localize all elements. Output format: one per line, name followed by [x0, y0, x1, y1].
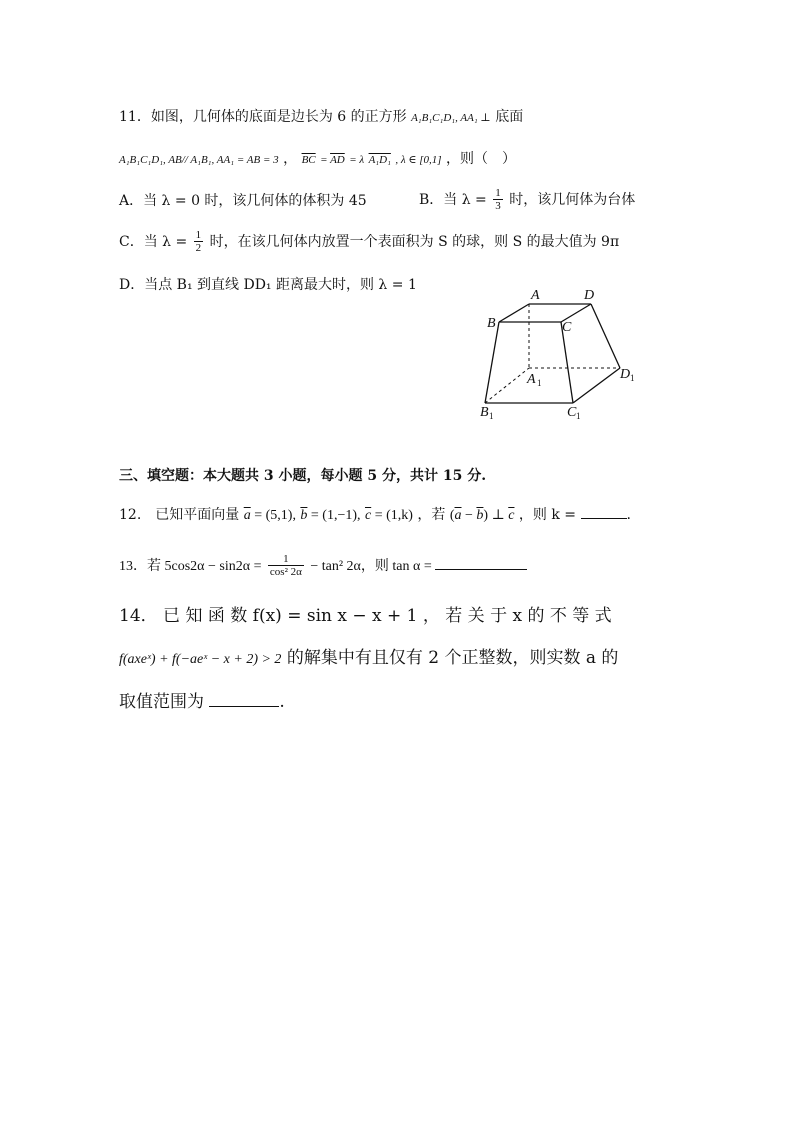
q11-line-1: [119, 107, 523, 128]
q14-answer-blank[interactable]: [209, 692, 279, 707]
q12-cond-vector-a: $\overline{a}$: [454, 508, 462, 523]
label-b: B: [487, 316, 496, 331]
label-c1-sub: 1: [576, 411, 581, 421]
section-heading-text: 三、填空题：本大题共 3 小题，每小题 5 分，共计 15 分.: [119, 468, 487, 484]
label-c1: C: [567, 405, 577, 420]
q11-stem-suffix: 底面: [495, 109, 524, 125]
q12-vector-b-value: = (1,−1),: [307, 508, 361, 523]
q11-equals-2: = λ: [349, 154, 365, 166]
vector-a1d1: A₁D₁: [368, 154, 391, 166]
label-a: A: [531, 288, 540, 303]
q13-answer-blank[interactable]: [435, 555, 527, 570]
q12-vector-c-value: = (1,k): [371, 508, 413, 523]
label-a1-sub: 1: [537, 378, 542, 388]
q12-suffix: ，则 k =: [518, 507, 581, 523]
q14-condition: 的解集中有且仅有 2 个正整数，则实数 a 的: [286, 648, 619, 668]
label-a1: A: [527, 372, 536, 387]
option-b-numerator: 1: [495, 187, 501, 199]
vector-c: $\overline{c}$: [364, 508, 372, 523]
q11-option-c: [119, 228, 619, 256]
q12-answer-blank[interactable]: [581, 504, 627, 519]
q13-line: [119, 545, 527, 588]
q12-line: [119, 504, 631, 527]
option-b-fraction: [493, 187, 503, 213]
q14-line-2: [119, 639, 618, 679]
q12-cond-vector-c: $\overline{c}$: [508, 508, 515, 523]
q14-prompt: 取值范围为: [119, 692, 204, 712]
q14-end: .: [279, 692, 285, 712]
edge-ba: [499, 304, 529, 322]
q11-stem-math: A₁B₁C₁D₁, AA₁ ⊥: [411, 112, 491, 124]
q12-cond-vector-b: $\overline{b}$: [476, 508, 484, 523]
option-b-suffix: 时，该几何体为台体: [509, 192, 636, 208]
q13-fraction: [268, 553, 304, 579]
q12-vector-a-value: = (5,1),: [250, 508, 296, 523]
option-c-suffix: 时，在该几何体内放置一个表面积为 S 的球，则 S 的最大值为 9π: [209, 234, 620, 250]
vector-b: $\overline{b}$: [300, 508, 308, 523]
option-c-numerator: 1: [195, 229, 202, 241]
label-d1: D: [620, 367, 631, 382]
section-heading: [119, 466, 486, 486]
vector-ad: $\overline{AD}$: [330, 154, 345, 166]
q11-line-2: [119, 149, 516, 170]
q14-line-3: [119, 683, 285, 721]
edge-dd1: [591, 304, 620, 368]
q12-cond-close: ) ⊥: [483, 508, 509, 523]
lambda-range: , λ ∈ [0,1]: [395, 154, 442, 166]
q12-cond-open: (: [449, 508, 455, 523]
edge-bb1: [485, 322, 499, 403]
q13-suffix: − tan² 2α，则 tan α =: [310, 559, 436, 574]
option-b-prefix: B．当 λ =: [419, 192, 487, 208]
q14-stem: 14． 已 知 函 数 f(x) = sin x − x + 1 ， 若 关 于 x 的 不 等 式: [119, 606, 612, 626]
vector-a: $\overline{a}$: [243, 508, 251, 523]
option-a-text: A．当 λ = 0 时，该几何体的体积为 45: [119, 193, 367, 209]
label-d: D: [584, 288, 595, 303]
q11-answer-paren: ，则（ ）: [446, 151, 517, 167]
q14-inequality: f(axeˣ) + f(−aeˣ − x + 2) > 2: [119, 652, 282, 667]
option-c-denominator: 2: [195, 242, 202, 254]
edge-c1d1: [573, 368, 620, 403]
option-c-fraction: [194, 229, 204, 255]
q12-end: .: [626, 507, 631, 523]
q11-option-d: [119, 275, 417, 295]
label-d1-sub: 1: [630, 373, 635, 383]
q13-numerator: 1: [268, 553, 304, 566]
option-d-text: D．当点 B₁ 到直线 DD₁ 距离最大时，则 λ = 1: [119, 277, 417, 293]
q11-equals-1: =: [320, 154, 331, 166]
label-b1: B: [480, 405, 489, 420]
q11-stem-text: 11．如图，几何体的底面是边长为 6 的正方形: [119, 109, 407, 125]
option-c-prefix: C．当 λ =: [119, 234, 188, 250]
q12-prefix: 12. 已知平面向量: [119, 507, 240, 523]
label-c: C: [562, 320, 572, 335]
q11-option-b: [419, 186, 635, 214]
q13-denominator: cos² 2α: [269, 566, 302, 578]
q12-cond-minus: −: [461, 508, 477, 523]
vector-bc: $\overline{BC}$: [301, 154, 316, 166]
geometry-figure: [470, 282, 650, 422]
q12-mid: ，若: [417, 507, 446, 523]
label-b1-sub: 1: [489, 411, 494, 421]
q11-conditions-math: A₁B₁C₁D₁, AB// A₁B₁, AA₁ = AB = 3: [119, 154, 279, 166]
q13-prefix: 13．若 5cos2α − sin2α =: [119, 559, 262, 574]
hidden-edge-b1a1: [485, 368, 529, 403]
option-b-denominator: 3: [495, 200, 501, 212]
q11-option-a: [119, 191, 367, 211]
q11-separator: ，: [283, 151, 298, 167]
q14-line-1: [119, 597, 612, 635]
